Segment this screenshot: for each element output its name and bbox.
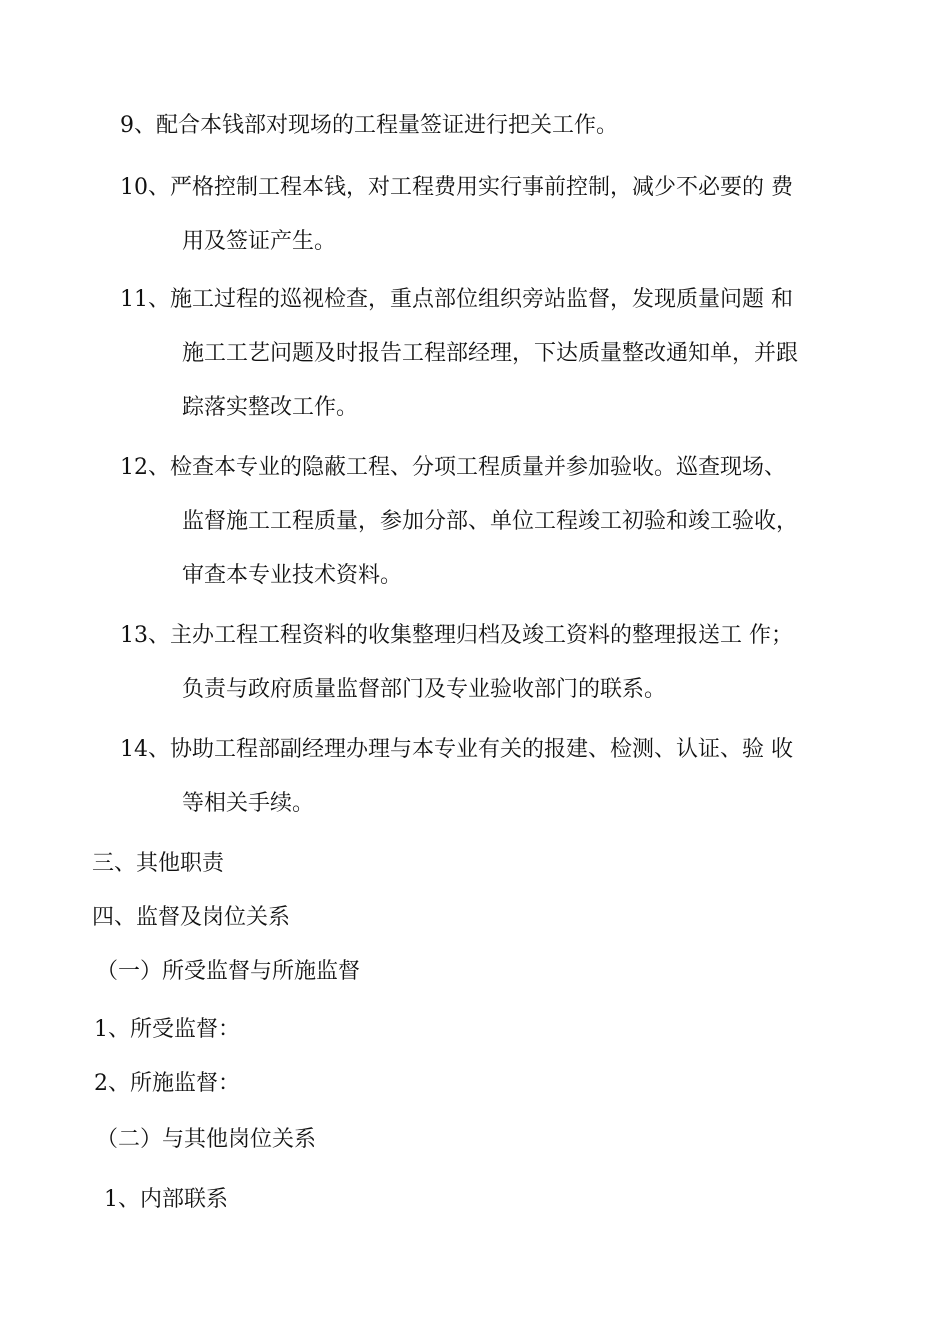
item-10-line-2: 用及签证产生。 [182, 229, 337, 254]
subsection-heading-other-positions: （二）与其他岗位关系 [96, 1127, 317, 1152]
subsection-heading-supervision: （一）所受监督与所施监督 [96, 959, 361, 984]
item-10-line-1: 10、严格控制工程本钱，对工程费用实行事前控制，减少不必要的 费 [120, 175, 793, 200]
item-13-line-1: 13、主办工程工程资料的收集整理归档及竣工资料的整理报送工 作； [120, 623, 793, 648]
item-12-line-2: 监督施工工程质量，参加分部、单位工程竣工初验和竣工验收， [182, 509, 799, 534]
sub-item-internal-contact: 1、内部联系 [104, 1187, 228, 1212]
item-12-line-3: 审查本专业技术资料。 [182, 563, 403, 588]
sub-item-received-supervision: 1、所受监督： [94, 1017, 240, 1042]
item-9-line-1: 9、配合本钱部对现场的工程量签证进行把关工作。 [120, 113, 618, 138]
item-11-line-3: 踪落实整改工作。 [182, 395, 359, 420]
section-heading-other-duties: 三、其他职责 [92, 851, 225, 876]
item-11-line-1: 11、施工过程的巡视检查，重点部位组织旁站监督，发现质量问题 和 [120, 287, 793, 312]
item-13-line-2: 负责与政府质量监督部门及专业验收部门的联系。 [182, 677, 667, 702]
item-11-line-2: 施工工艺问题及时报告工程部经理，下达质量整改通知单，并跟 [182, 341, 799, 366]
item-14-line-1: 14、协助工程部副经理办理与本专业有关的报建、检测、认证、验 收 [120, 737, 793, 762]
section-heading-supervision-relations: 四、监督及岗位关系 [92, 905, 291, 930]
item-12-line-1: 12、检查本专业的隐蔽工程、分项工程质量并参加验收。巡查现场、 [120, 455, 786, 480]
item-14-line-2: 等相关手续。 [182, 791, 315, 816]
sub-item-exercised-supervision: 2、所施监督： [94, 1071, 240, 1096]
